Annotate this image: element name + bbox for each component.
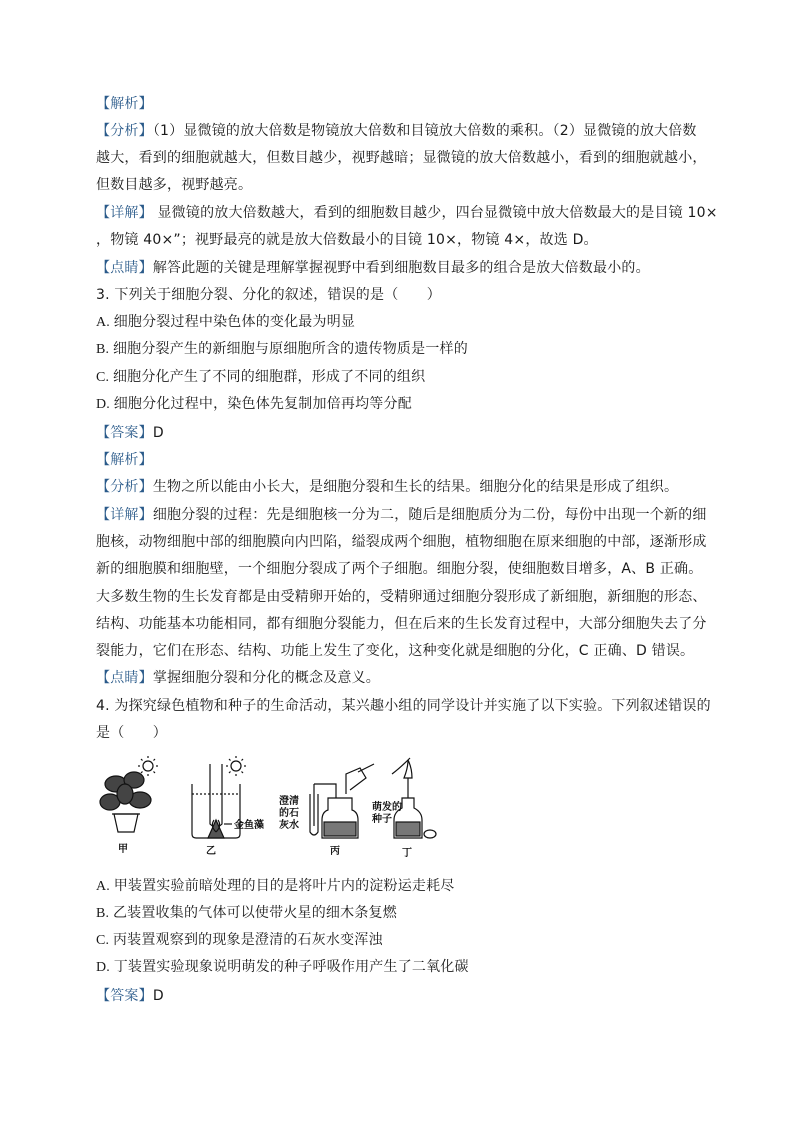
q4-option-d: D. 丁装置实验现象说明萌发的种子呼吸作用产生了二氧化碳 — [96, 960, 469, 975]
q2-detail-line-2: ，物镜 40×”；视野最亮的就是放大倍数最小的目镜 10×，物镜 4×，故选 D。 — [96, 232, 598, 248]
label-chengqing-2: 的石 — [279, 808, 299, 819]
q3-remark: 【点睛】掌握细胞分裂和分化的概念及意义。 — [96, 670, 381, 686]
label-ding: 丁 — [402, 848, 412, 859]
q3-detail-line-4: 大多数生物的生长发育都是由受精卵开始的，受精卵通过细胞分裂形成了新细胞，新细胞的形态、 — [96, 589, 707, 605]
q4-answer: 【答案】D — [96, 988, 164, 1004]
small-dish — [424, 830, 436, 838]
apparatus-jia — [100, 756, 158, 832]
q2-analysis-line-3: 但数目越多，视野越亮。 — [96, 177, 253, 193]
q2-remark: 【点睛】解答此题的关键是理解掌握视野中看到细胞数目最多的组合是放大倍数最小的。 — [96, 260, 650, 276]
q3-analysis-line-1: 【分析】生物之所以能由小长大，是细胞分裂和生长的结果。细胞分化的结果是形成了组织。 — [96, 479, 679, 495]
label-yi: 乙 — [206, 846, 216, 857]
sun-icon-jia — [138, 756, 158, 776]
funnel-bing — [346, 768, 366, 794]
q3-detail-line-1: 【详解】细胞分裂的过程：先是细胞核一分为二，随后是细胞质分为二份，每份中出现一个新的细 — [96, 507, 707, 523]
q3-answer: 【答案】D — [96, 425, 164, 441]
test-tube — [210, 764, 222, 827]
q2-analysis-heading: 【解析】 — [96, 96, 153, 112]
q3-detail-line-3: 新的细胞膜和细胞壁，一个细胞分裂成了两个子细胞。细胞分裂，使细胞数目增多，A、B 正确。 — [96, 561, 703, 577]
q3-option-a: A. 细胞分裂过程中染色体的变化最为明显 — [96, 315, 356, 330]
q3-detail-line-2: 胞核，动物细胞中部的细胞膜向内凹陷，缢裂成两个细胞，植物细胞在原来细胞的中部，逐渐形成 — [96, 534, 707, 550]
label-jinyuzao: 金鱼藻 — [234, 820, 264, 831]
q3-option-d: D. 细胞分化过程中，染色体先复制加倍再均等分配 — [96, 397, 412, 412]
label-chengqing-1: 澄清 — [279, 796, 299, 807]
q4-option-a: A. 甲装置实验前暗处理的目的是将叶片内的淀粉运走耗尽 — [96, 879, 455, 894]
seeds-bing — [324, 822, 356, 836]
label-mengfa-2: 种子 — [372, 814, 392, 825]
label-jia: 甲 — [118, 844, 128, 855]
q4-option-c: C. 丙装置观察到的现象是澄清的石灰水变浑浊 — [96, 933, 383, 948]
q2-analysis-line-1: 【分析】（1）显微镜的放大倍数是物镜放大倍数和目镜放大倍数的乘积。（2）显微镜的放大倍数 — [96, 123, 697, 139]
apparatus-ding — [392, 758, 436, 838]
q4-stem-line-2: 是（ ） — [96, 725, 167, 741]
q3-detail-line-5: 结构、功能基本功能相同，都有细胞分裂能力，但在后来的生长发育过程中，大部分细胞失去了分 — [96, 616, 707, 632]
q3-analysis-heading: 【解析】 — [96, 452, 153, 468]
label-mengfa-1: 萌发的 — [372, 802, 402, 813]
sun-icon-yi — [226, 756, 246, 776]
plant-leaves — [100, 772, 151, 810]
q2-detail-line-1: 【详解】 显微镜的放大倍数越大，看到的细胞数目越少，四台显微镜中放大倍数最大的是目镜 10× — [96, 205, 718, 221]
q4-option-b: B. 乙装置收集的气体可以使带火星的细木条复燃 — [96, 906, 397, 921]
apparatus-bing — [310, 764, 374, 838]
seeds-ding — [396, 822, 420, 836]
label-bing: 丙 — [330, 846, 340, 857]
q3-detail-line-6: 裂能力，它们在形态、结构、功能上发生了变化，这种变化就是细胞的分化，C 正确、D 错误。 — [96, 643, 695, 659]
q2-analysis-line-2: 越大，看到的细胞就越大，但数目越少，视野越暗；显微镜的放大倍数越小，看到的细胞就越小， — [96, 150, 707, 166]
q3-stem: 3. 下列关于细胞分裂、分化的叙述，错误的是（ ） — [96, 287, 442, 303]
label-chengqing-3: 灰水 — [279, 820, 299, 831]
q3-option-c: C. 细胞分化产生了不同的细胞群，形成了不同的组织 — [96, 370, 426, 385]
q4-stem-line-1: 4. 为探究绿色植物和种子的生命活动，某兴趣小组的同学设计并实施了以下实验。下列叙述错误的 — [96, 698, 711, 714]
flower-pot — [114, 814, 138, 832]
q3-option-b: B. 细胞分裂产生的新细胞与原细胞所含的遗传物质是一样的 — [96, 342, 468, 357]
experiment-figure — [96, 754, 456, 866]
